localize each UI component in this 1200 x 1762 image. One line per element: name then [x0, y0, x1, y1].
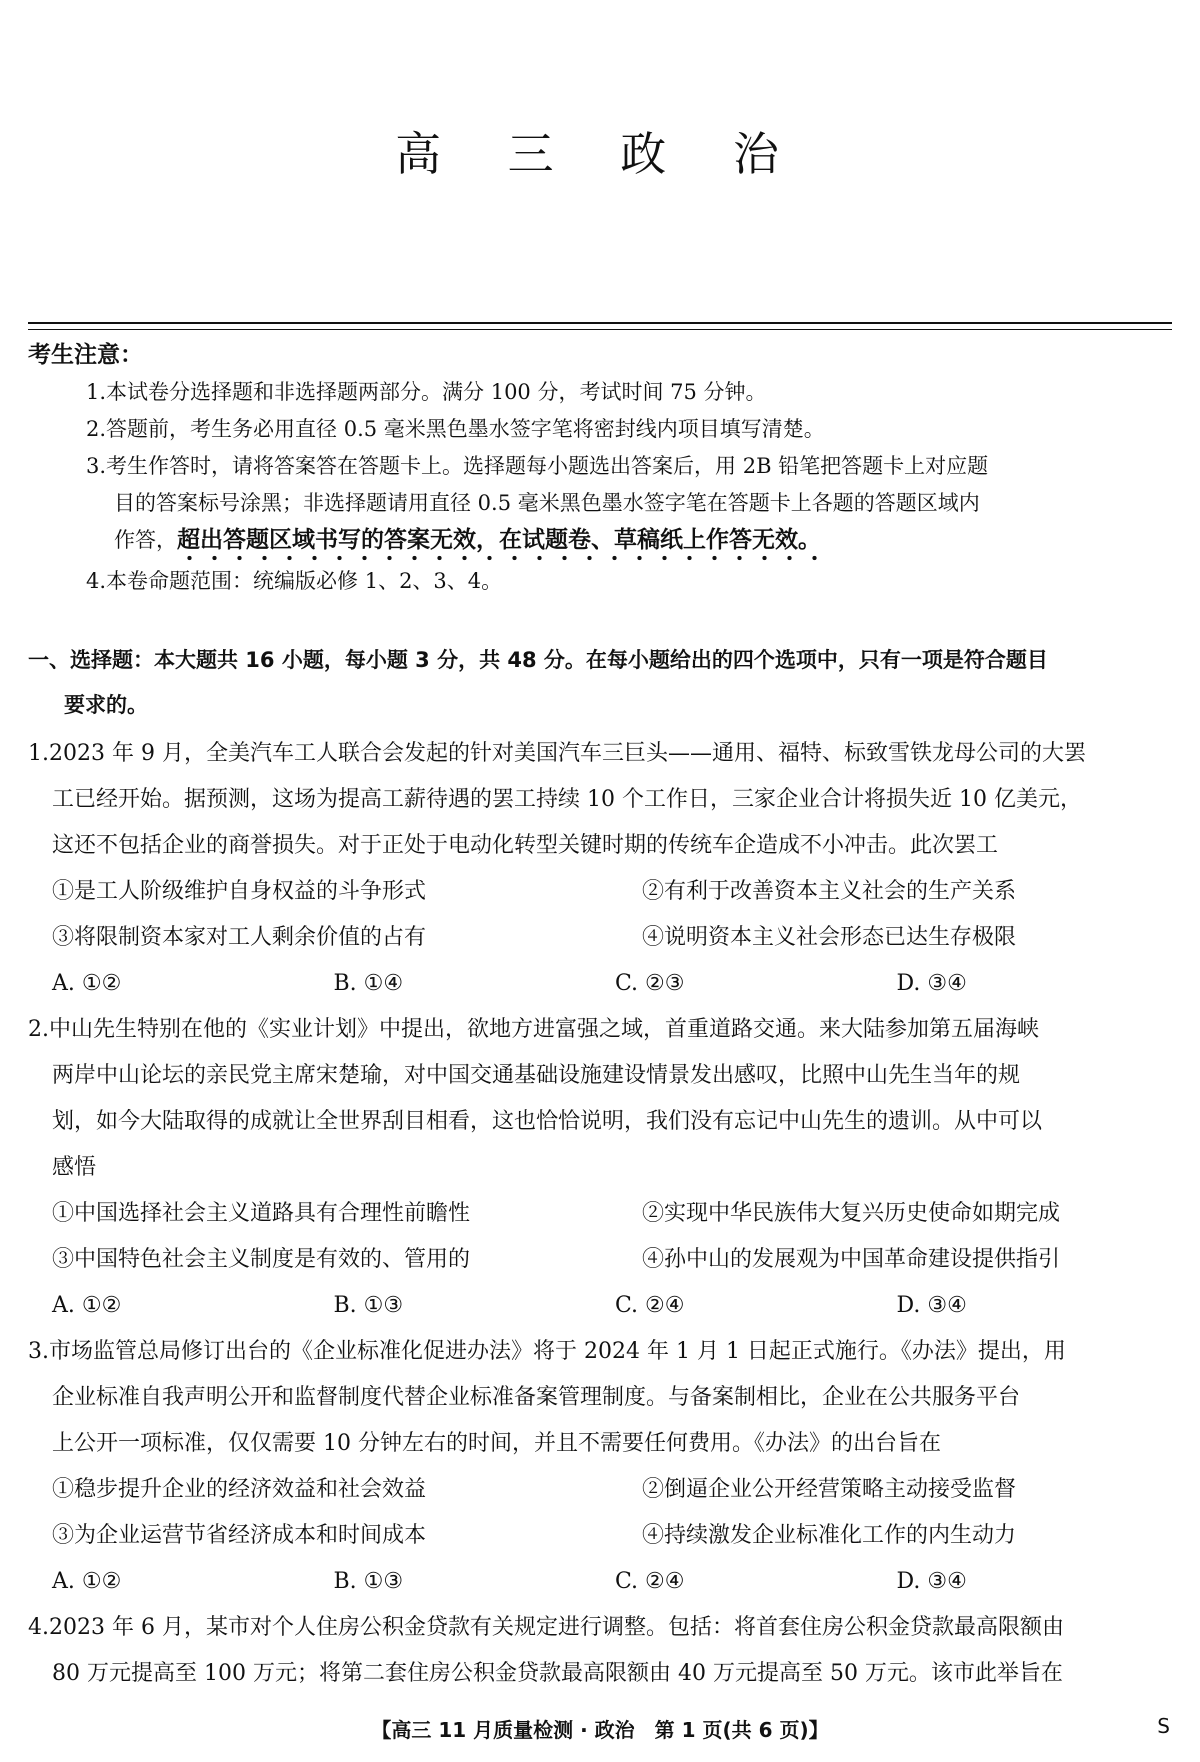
option-item: ④孙中山的发展观为中国革命建设提供指引 [642, 1247, 1061, 1272]
choice-a: A. ①② [52, 971, 122, 996]
answer-choices [28, 961, 1178, 1007]
emphasized-warning: 超出答题区域书写的答案无效，在试题卷、草稿纸上作答无效。 [177, 527, 821, 562]
question-stem: 企业标准自我声明公开和监督制度代替企业标准备案管理制度。与备案制相比，企业在公共服务平台 [52, 1385, 1021, 1410]
choice-c: C. ②③ [615, 971, 685, 996]
option-row [28, 915, 1178, 961]
exam-notice [28, 336, 1178, 600]
choice-b: B. ①③ [333, 1293, 404, 1318]
option-item: ②有利于改善资本主义社会的生产关系 [642, 879, 1017, 904]
choice-b: B. ①③ [333, 1569, 404, 1594]
question-list [28, 731, 1178, 1697]
option-item: ④说明资本主义社会形态已达生存极限 [642, 925, 1017, 950]
question-3 [28, 1329, 1178, 1605]
question-stem: 1.2023 年 9 月，全美汽车工人联合会发起的针对美国汽车三巨头——通用、福特、标致雪铁龙母公司的大罢 [28, 741, 1086, 766]
choice-c: C. ②④ [615, 1293, 685, 1318]
choice-b: B. ①④ [333, 971, 404, 996]
question-stem: 上公开一项标准，仅仅需要 10 分钟左右的时间，并且不需要任何费用。《办法》的出台旨在 [52, 1431, 941, 1456]
option-item: ①中国选择社会主义道路具有合理性前瞻性 [52, 1201, 471, 1226]
question-stem: 3.市场监管总局修订出台的《企业标准化促进办法》将于 2024 年 1 月 1 日起正式施行。《办法》提出，用 [28, 1339, 1066, 1364]
header-rule-thick [28, 322, 1172, 324]
notice-item: 4.本卷命题范围：统编版必修 1、2、3、4。 [86, 569, 503, 593]
choice-d: D. ③④ [896, 1569, 967, 1594]
question-stem: 工已经开始。据预测，这场为提高工薪待遇的罢工持续 10 个工作日，三家企业合计将损失近 10 亿美元， [52, 787, 1082, 812]
choice-d: D. ③④ [896, 1293, 967, 1318]
option-item: ①是工人阶级维护自身权益的斗争形式 [52, 879, 427, 904]
question-stem: 划，如今大陆取得的成就让全世界刮目相看，这也恰恰说明，我们没有忘记中山先生的遗训。从中可以 [52, 1109, 1043, 1134]
option-row [28, 1191, 1178, 1237]
question-stem: 2.中山先生特别在他的《实业计划》中提出，欲地方进富强之域，首重道路交通。来大陆参加第五届海峡 [28, 1017, 1039, 1042]
question-stem: 感悟 [52, 1155, 97, 1180]
notice-item: 1.本试卷分选择题和非选择题两部分。满分 100 分，考试时间 75 分钟。 [86, 380, 767, 404]
answer-choices [28, 1283, 1178, 1329]
question-4 [28, 1605, 1178, 1697]
notice-heading: 考生注意： [28, 342, 143, 368]
question-stem: 80 万元提高至 100 万元；将第二套住房公积金贷款最高限额由 40 万元提高至 50 万元。该市此举旨在 [52, 1661, 1063, 1686]
choice-c: C. ②④ [615, 1569, 685, 1594]
choice-d: D. ③④ [896, 971, 967, 996]
choice-a: A. ①② [52, 1293, 122, 1318]
option-item: ④持续激发企业标准化工作的内生动力 [642, 1523, 1017, 1548]
notice-item-continued: 目的答案标号涂黑；非选择题请用直径 0.5 毫米黑色墨水签字笔在答题卡上各题的答题区域内 [114, 491, 980, 515]
question-stem: 4.2023 年 6 月，某市对个人住房公积金贷款有关规定进行调整。包括：将首套住房公积金贷款最高限额由 [28, 1615, 1064, 1640]
option-item: ②倒逼企业公开经营策略主动接受监督 [642, 1477, 1017, 1502]
question-stem: 两岸中山论坛的亲民党主席宋楚瑜，对中国交通基础设施建设情景发出感叹，比照中山先生当年的规 [52, 1063, 1021, 1088]
choice-a: A. ①② [52, 1569, 122, 1594]
question-stem: 这还不包括企业的商誉损失。对于正处于电动化转型关键时期的传统车企造成不小冲击。此次罢工 [52, 833, 999, 858]
question-2 [28, 1007, 1178, 1329]
section-heading [28, 638, 1178, 728]
footer-code: S [1157, 1714, 1170, 1738]
notice-item-continued [28, 522, 1178, 559]
option-item: ③将限制资本家对工人剩余价值的占有 [52, 925, 427, 950]
option-item: ③中国特色社会主义制度是有效的、管用的 [52, 1247, 471, 1272]
notice-text: 作答， [114, 528, 177, 552]
option-item: ③为企业运营节省经济成本和时间成本 [52, 1523, 427, 1548]
section-heading-line: 一、选择题：本大题共 16 小题，每小题 3 分，共 48 分。在每小题给出的四个选项中，只有一项是符合题目 [28, 648, 1048, 672]
option-row [28, 1237, 1178, 1283]
page-title: 高 三 政 治 [395, 127, 805, 181]
question-1 [28, 731, 1178, 1007]
option-item: ①稳步提升企业的经济效益和社会效益 [52, 1477, 427, 1502]
option-row [28, 869, 1178, 915]
option-row [28, 1467, 1178, 1513]
header-rule-thin [28, 329, 1172, 330]
notice-item: 3.考生作答时，请将答案答在答题卡上。选择题每小题选出答案后，用 2B 铅笔把答题卡上对应题 [86, 454, 989, 478]
option-row [28, 1513, 1178, 1559]
page-footer: 【高三 11 月质量检测 · 政治 第 1 页(共 6 页)】 [371, 1718, 829, 1742]
notice-item: 2.答题前，考生务必用直径 0.5 毫米黑色墨水签字笔将密封线内项目填写清楚。 [86, 417, 825, 441]
option-item: ②实现中华民族伟大复兴历史使命如期完成 [642, 1201, 1061, 1226]
section-heading-line: 要求的。 [64, 693, 148, 717]
answer-choices [28, 1559, 1178, 1605]
